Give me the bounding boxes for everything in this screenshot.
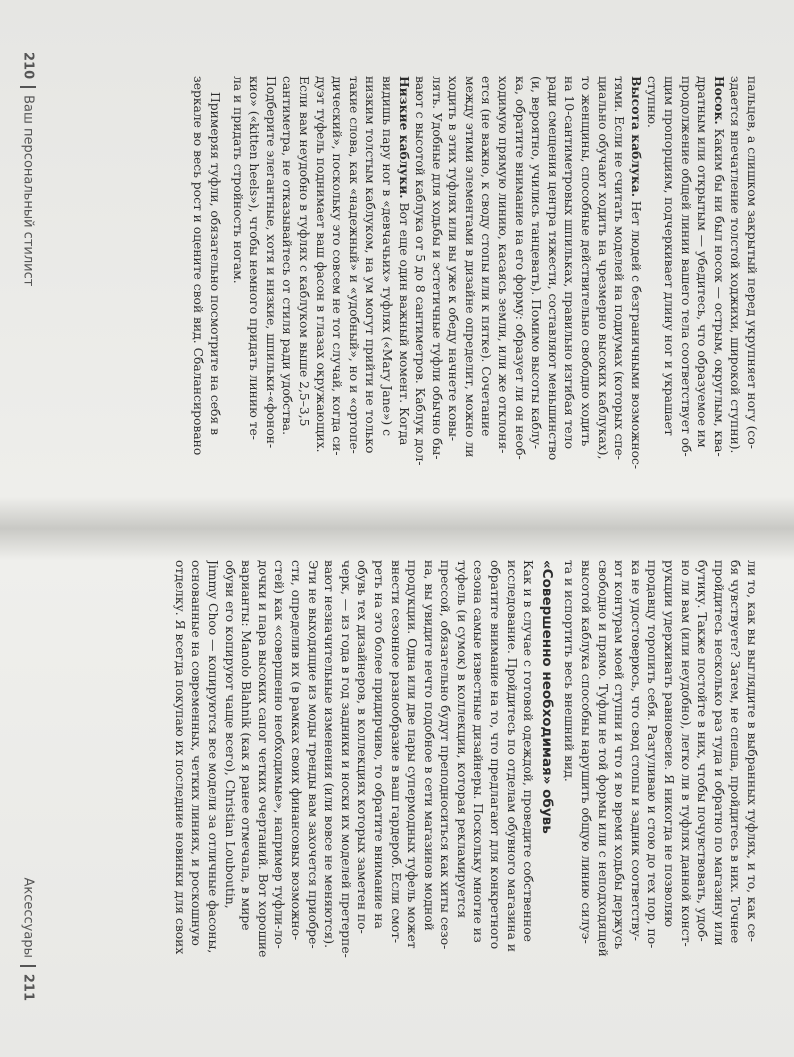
left-page bbox=[0, 0, 794, 528]
text-line: ходимую прямую линию, касаясь земли, или же отклоня- bbox=[496, 76, 511, 454]
text-line: обувь тех дизайнеров, в коллекциях которых заметен по- bbox=[355, 560, 370, 934]
text-line: стей) как «совершенно необходимые», например туфли-ло- bbox=[272, 560, 287, 949]
text-line: дический», поскольку это совсем не тот случай, когда си- bbox=[330, 76, 345, 456]
text-line: (и, вероятно, учились танцевать). Помимо высоты каблу- bbox=[529, 76, 544, 450]
text-line: черк, — из года в год задники и носки их моделей претерпе- bbox=[338, 560, 353, 958]
list-item-lead: Высота каблука. bbox=[628, 76, 644, 197]
text-line: пройдитесь несколько раз туда и обратно по магазину или bbox=[711, 560, 726, 946]
list-item-lead: Низкие каблуки. bbox=[396, 76, 412, 199]
text-line: но ли вам (или неудобно), легко ли в туфлях данной конст- bbox=[678, 560, 693, 947]
text-line: сти, определив их (в рамках своих финансовых возможно- bbox=[288, 560, 303, 941]
text-line: лять. Удобные для ходьбы и эстетичные туфли обычно бы- bbox=[429, 76, 444, 460]
text-line: ется (не важно, к своду стопы или к пятке). Сочетание bbox=[479, 76, 494, 437]
left-page-text bbox=[190, 76, 760, 506]
text-line: кио» («kitten heels»), чтобы немного придать линию те- bbox=[247, 76, 262, 440]
text-line: Jimmy Choo — копируются все модели за отличные фасоны, bbox=[206, 560, 220, 954]
text-line: прессой, обязательно будут преподноситься как хиты сезо- bbox=[438, 560, 453, 950]
text-line: высотой каблука способны нарушить общую линию силуэ- bbox=[579, 560, 594, 944]
text-line: ка, обратите внимание на его форму: образует ли он необ- bbox=[512, 76, 527, 460]
list-item-lead: Носок. bbox=[711, 76, 727, 125]
text-line: на 10-сантиметровых шпильках, правильно изгибая тело bbox=[562, 76, 577, 449]
text-line: дочки и пара высоких сапог четких очертаний. Вот хорошие bbox=[255, 560, 270, 958]
text-line: рукции удерживать равновесие. Я никогда не позволяю bbox=[662, 560, 677, 928]
text-line: здается впечатление толстой ходжихи, широкой ступни). bbox=[728, 76, 743, 454]
running-head: Ваш персональный стилист bbox=[20, 95, 36, 287]
text-line: обратите внимание на то, что предлагают для конкретного bbox=[488, 560, 503, 950]
page-number: 211 bbox=[20, 973, 36, 1001]
text-line: бя чувствуете? Затем, не спеша, пройдитесь в них. Точнее bbox=[728, 560, 743, 944]
text-line: бутику. Также постойте в них, чтобы почувствовать, удоб- bbox=[695, 560, 710, 942]
paragraph-gap bbox=[555, 560, 561, 1002]
text-line: ют контурам моей ступни и что я во время ходьбы держусь bbox=[612, 560, 627, 950]
text-line: щим пропорциям, подчеркивает длину ног и украшает bbox=[662, 76, 677, 436]
text-line: Как и в случае с готовой одеждой, проведите собственное bbox=[521, 560, 536, 942]
text-line: основанные на современных, четких линиях, и роскошную bbox=[189, 560, 204, 946]
right-page-footer bbox=[20, 877, 36, 1001]
text-line: низким толстым каблуком, на ум могут прийти не только bbox=[363, 76, 378, 454]
text-line: варианты: Manolo Blahnik (как я ранее отмечала, в мире bbox=[239, 560, 254, 931]
text-line: на, вы увидите нечто подобное в сети магазинов модной bbox=[421, 560, 436, 931]
page-number: 210 bbox=[20, 52, 36, 80]
text-line: ходить в этих туфлях или вы уже к обеду начнете ковы- bbox=[446, 76, 461, 442]
right-page-text bbox=[171, 560, 760, 1002]
text-line: сантиметра, не отказывайтесь от стиля ради удобства. bbox=[280, 76, 295, 436]
text-line: то женщины, способные действительно свободно ходить bbox=[579, 76, 594, 447]
text-line: такие слова, как «надежный» и «удобный», но и «ортопе- bbox=[346, 76, 361, 454]
text-line: обуви его копируют чаще всего), Christian Louboutin, bbox=[222, 560, 237, 909]
left-page-footer bbox=[20, 52, 36, 286]
text-line: Если вам неудобно в туфлях с каблуком выше 2,5–3,5 bbox=[296, 76, 311, 427]
folio-divider bbox=[20, 965, 36, 967]
text-line: вают незначительные изменения (или вовсе не меняются). bbox=[322, 560, 337, 949]
text-line: та и испортить весь внешний вид. bbox=[562, 560, 577, 782]
list-item-text: Каким бы ни был носок — острым, округлым, ква- bbox=[711, 124, 726, 457]
text-line: ли то, как вы выглядите в выбранных туфлях, и то, как се- bbox=[745, 560, 759, 942]
text-line: циально обучают ходить на чрезмерно высоких каблуках), bbox=[595, 76, 610, 460]
text-line: исследование. Пройдитесь по отделам обувного магазина и bbox=[504, 560, 519, 953]
text-line: ка не удостоверюсь, что свод стопы и задник соответству- bbox=[628, 560, 643, 941]
text-line: тями. Если не считать моделей на подиумах (которых спе- bbox=[612, 76, 627, 460]
text-line: сезона самые известные дизайнеры. Поскольку многие из bbox=[471, 560, 486, 943]
running-head: Аксессуары bbox=[20, 877, 36, 958]
text-line: ради смещения центра тяжести, составляют меньшинство bbox=[545, 76, 560, 461]
list-item-text: Нет людей с безграничными возможнос- bbox=[628, 197, 643, 470]
text-line: зеркале во весь рост и оцените свой вид. Сбалансировано bbox=[191, 76, 206, 456]
text-line: дуэт туфель поднимает ваш фасон в глазах окружающих. bbox=[313, 76, 328, 453]
text-line: видишь пару ног в «девчачьих» туфлях («Mary Jane») с bbox=[379, 76, 394, 437]
text-line: пальцев, а слишком закрытый перед укрупняет ногу (со- bbox=[745, 76, 759, 449]
folio-divider bbox=[20, 86, 36, 88]
list-item-heel-height bbox=[627, 76, 644, 506]
list-item-text: Вот еще один важный момент. Когда bbox=[396, 198, 411, 446]
text-line: вают с высотой каблука от 5 до 8 сантиметров. Каблук дол- bbox=[413, 76, 428, 466]
right-page bbox=[0, 528, 794, 1057]
text-line: дратным или открытым — убедитесь, что образуемое им bbox=[695, 76, 710, 448]
section-heading: «Совершенно необходимая» обувь bbox=[538, 560, 555, 834]
text-line: продолжение общей линии вашего тела соответствует об- bbox=[678, 76, 693, 457]
text-line: ла и придать стройность ногам. bbox=[230, 76, 245, 284]
text-line: внести сезонное разнообразие в ваш гардероб. Если смот- bbox=[388, 560, 403, 944]
list-item-low-heels bbox=[395, 76, 412, 506]
text-line: свободно и прямо. Туфли не той формы или с неподходящей bbox=[595, 560, 610, 957]
text-line: Подберите элегантные, хотя и низкие, шпильки-«фонон- bbox=[263, 76, 278, 449]
text-line: отделку. Я всегда покупаю их последние новинки для своих bbox=[172, 560, 187, 955]
text-line: туфель (и сумок) в коллекции, которая рекламируется bbox=[454, 560, 469, 919]
text-line: Эти не выходящие из моды тренды вам захочется приобре- bbox=[305, 560, 320, 949]
list-item-sock bbox=[710, 76, 727, 506]
text-line: ступню. bbox=[645, 76, 660, 128]
text-line: реть на это более придирчиво, то обратите внимание на bbox=[371, 560, 386, 929]
text-line: продукции. Одна или две пары супермодных туфель может bbox=[405, 560, 420, 949]
text-line: Примеряя туфли, обязательно посмотрите на себя в bbox=[208, 92, 222, 436]
text-line: продавцу торопить себя. Разгуливаю и стою до тех пор, по- bbox=[645, 560, 660, 949]
text-line: между этими элементами в дизайне определит, можно ли bbox=[462, 76, 477, 458]
